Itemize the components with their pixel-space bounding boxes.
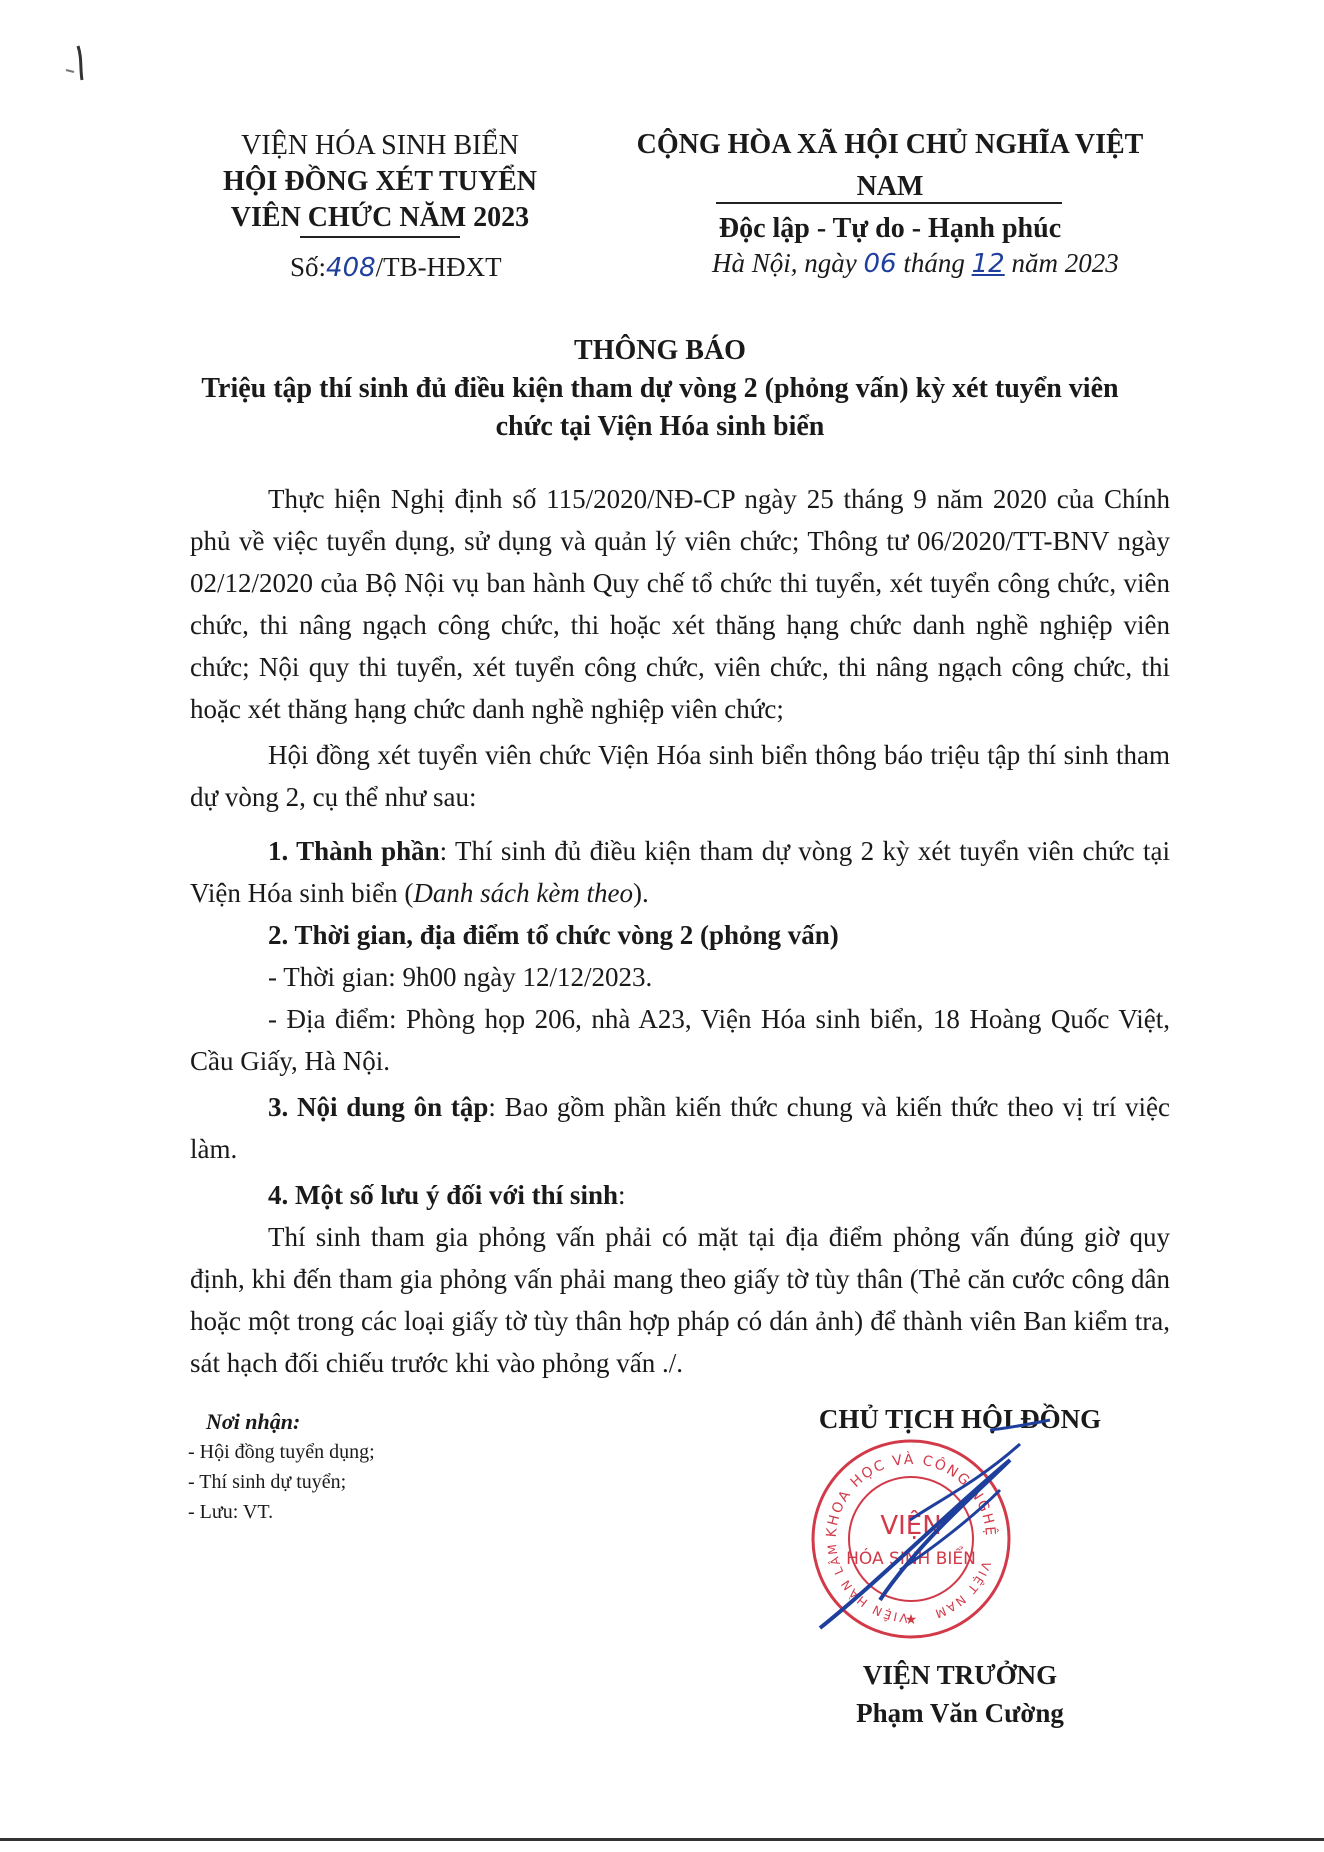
section-1-label: 1. Thành phần <box>268 836 440 866</box>
section-4-text: Thí sinh tham gia phỏng vấn phải có mặt tại địa điểm phỏng vấn đúng giờ quy định, khi đến tham gia phỏng vấn phải mang theo giấy tờ tùy thân (Thẻ căn cước công dân hoặc một trong các loại giấy tờ tùy thân hợp pháp có dán ảnh) để thành viên Ban kiểm tra, sát hạch đối chiếu trước khi vào phỏng vấn ./. <box>190 1222 1170 1378</box>
signer-title: CHỦ TỊCH HỘI ĐỒNG <box>818 1404 1102 1434</box>
seal-inner-text-1: VIỆN <box>880 1511 942 1541</box>
notice-subtitle-line2: chức tại Viện Hóa sinh biển <box>495 411 825 442</box>
org-name: VIỆN HÓA SINH BIỂN <box>241 130 519 161</box>
section-4-colon: : <box>617 1180 626 1210</box>
seal-inner-text-2: HÓA SINH BIỂN <box>846 1549 976 1569</box>
notice-title: THÔNG BÁO <box>574 335 746 366</box>
recipients-heading: Nơi nhận: <box>206 1409 301 1434</box>
motto-underline <box>716 202 1062 204</box>
seal-outer-top-text: KHOA HỌC VÀ CÔNG NGHỆ <box>823 1451 999 1539</box>
number-handwritten: 408 <box>326 253 376 283</box>
section-2-label: 2. Thời gian, địa điểm tổ chức vòng 2 (phỏng vấn) <box>268 920 839 950</box>
recipient-item: - Thí sinh dự tuyển; <box>188 1471 347 1493</box>
section-4-label: 4. Một số lưu ý đối với thí sinh <box>268 1180 618 1210</box>
date-month: 12 <box>971 249 1005 279</box>
date-day: 06 <box>863 249 897 279</box>
issue-date <box>712 248 1119 279</box>
notice-body <box>190 478 1170 1384</box>
recipient-item: - Lưu: VT. <box>188 1501 274 1523</box>
date-year: năm 2023 <box>1004 248 1119 278</box>
issuing-org-block <box>200 128 560 236</box>
section-3-label: 3. Nội dung ôn tập <box>268 1092 489 1122</box>
scan-bottom-edge <box>0 1838 1324 1841</box>
section-3 <box>190 1086 1170 1170</box>
section-3-text: : Bao gồm phần kiến thức chung và kiến thức theo vị trí việc làm. <box>190 1092 1171 1164</box>
section-1-italic: Danh sách kèm theo <box>413 878 634 908</box>
handwritten-signature-icon <box>760 1400 1060 1650</box>
recipient-item: - Hội đồng tuyển dụng; <box>188 1441 375 1463</box>
section-1-end: ). <box>633 878 649 908</box>
notice-title-block <box>180 332 1140 446</box>
seal-outer-right-text: VIỆT NAM <box>931 1559 994 1622</box>
document-number <box>290 252 502 283</box>
recipients-block <box>188 1407 548 1527</box>
svg-text:★: ★ <box>904 1612 918 1628</box>
national-motto: Độc lập - Tự do - Hạnh phúc <box>718 213 1062 244</box>
council-name-line2: VIÊN CHỨC NĂM 2023 <box>230 202 530 233</box>
number-suffix: /TB-HĐXT <box>375 252 502 282</box>
date-month-word: tháng <box>896 248 972 278</box>
section-2-time: - Thời gian: 9h00 ngày 12/12/2023. <box>268 962 653 992</box>
section-4-heading <box>190 1174 1170 1216</box>
country-name: CỘNG HÒA XÃ HỘI CHỦ NGHĨA VIỆT NAM <box>636 129 1144 202</box>
org-underline <box>300 236 460 238</box>
seal-outer-left-text: VIỆN HÀN LÂM <box>824 1541 909 1626</box>
legal-basis-paragraph: Thực hiện Nghị định số 115/2020/NĐ-CP ngày 25 tháng 9 năm 2020 của Chính phủ về việc tuyển dụng, sử dụng và quản lý viên chức; Thông tư 06/2020/TT-BNV ngày 02/12/2020 của Bộ Nội vụ ban hành Quy chế tổ chức thi tuyển, xét tuyển công chức, viên chức, thi nâng ngạch công chức, thi hoặc xét thăng hạng chức danh nghề nghiệp viên chức; Nội quy thi tuyển, xét tuyển công chức, viên chức, thi nâng ngạch công chức, thi hoặc xét thăng hạng chức danh nghề nghiệp viên chức; <box>190 484 1170 724</box>
section-2-place: - Địa điểm: Phòng họp 206, nhà A23, Viện Hóa sinh biển, 18 Hoàng Quốc Việt, Cầu Giấy, Hà Nội. <box>190 1004 1170 1076</box>
announcement-paragraph: Hội đồng xét tuyển viên chức Viện Hóa sinh biển thông báo triệu tập thí sinh tham dự vòng 2, cụ thể như sau: <box>190 740 1170 812</box>
section-1-text: : Thí sinh đủ điều kiện tham dự vòng 2 kỳ xét tuyển viên chức tại Viện Hóa sinh biển ( <box>190 836 1171 908</box>
scan-artifact-icon <box>38 28 98 98</box>
signer-position: VIỆN TRƯỞNG <box>862 1660 1058 1690</box>
national-header <box>610 124 1170 250</box>
council-name-line1: HỘI ĐỒNG XÉT TUYỂN <box>222 166 538 197</box>
section-1 <box>190 830 1170 914</box>
signer-name: Phạm Văn Cường <box>856 1698 1064 1728</box>
date-prefix: Hà Nội, ngày <box>712 248 864 278</box>
number-prefix: Số: <box>290 252 327 282</box>
notice-subtitle-line1: Triệu tập thí sinh đủ điều kiện tham dự vòng 2 (phỏng vấn) kỳ xét tuyển viên <box>201 373 1119 404</box>
